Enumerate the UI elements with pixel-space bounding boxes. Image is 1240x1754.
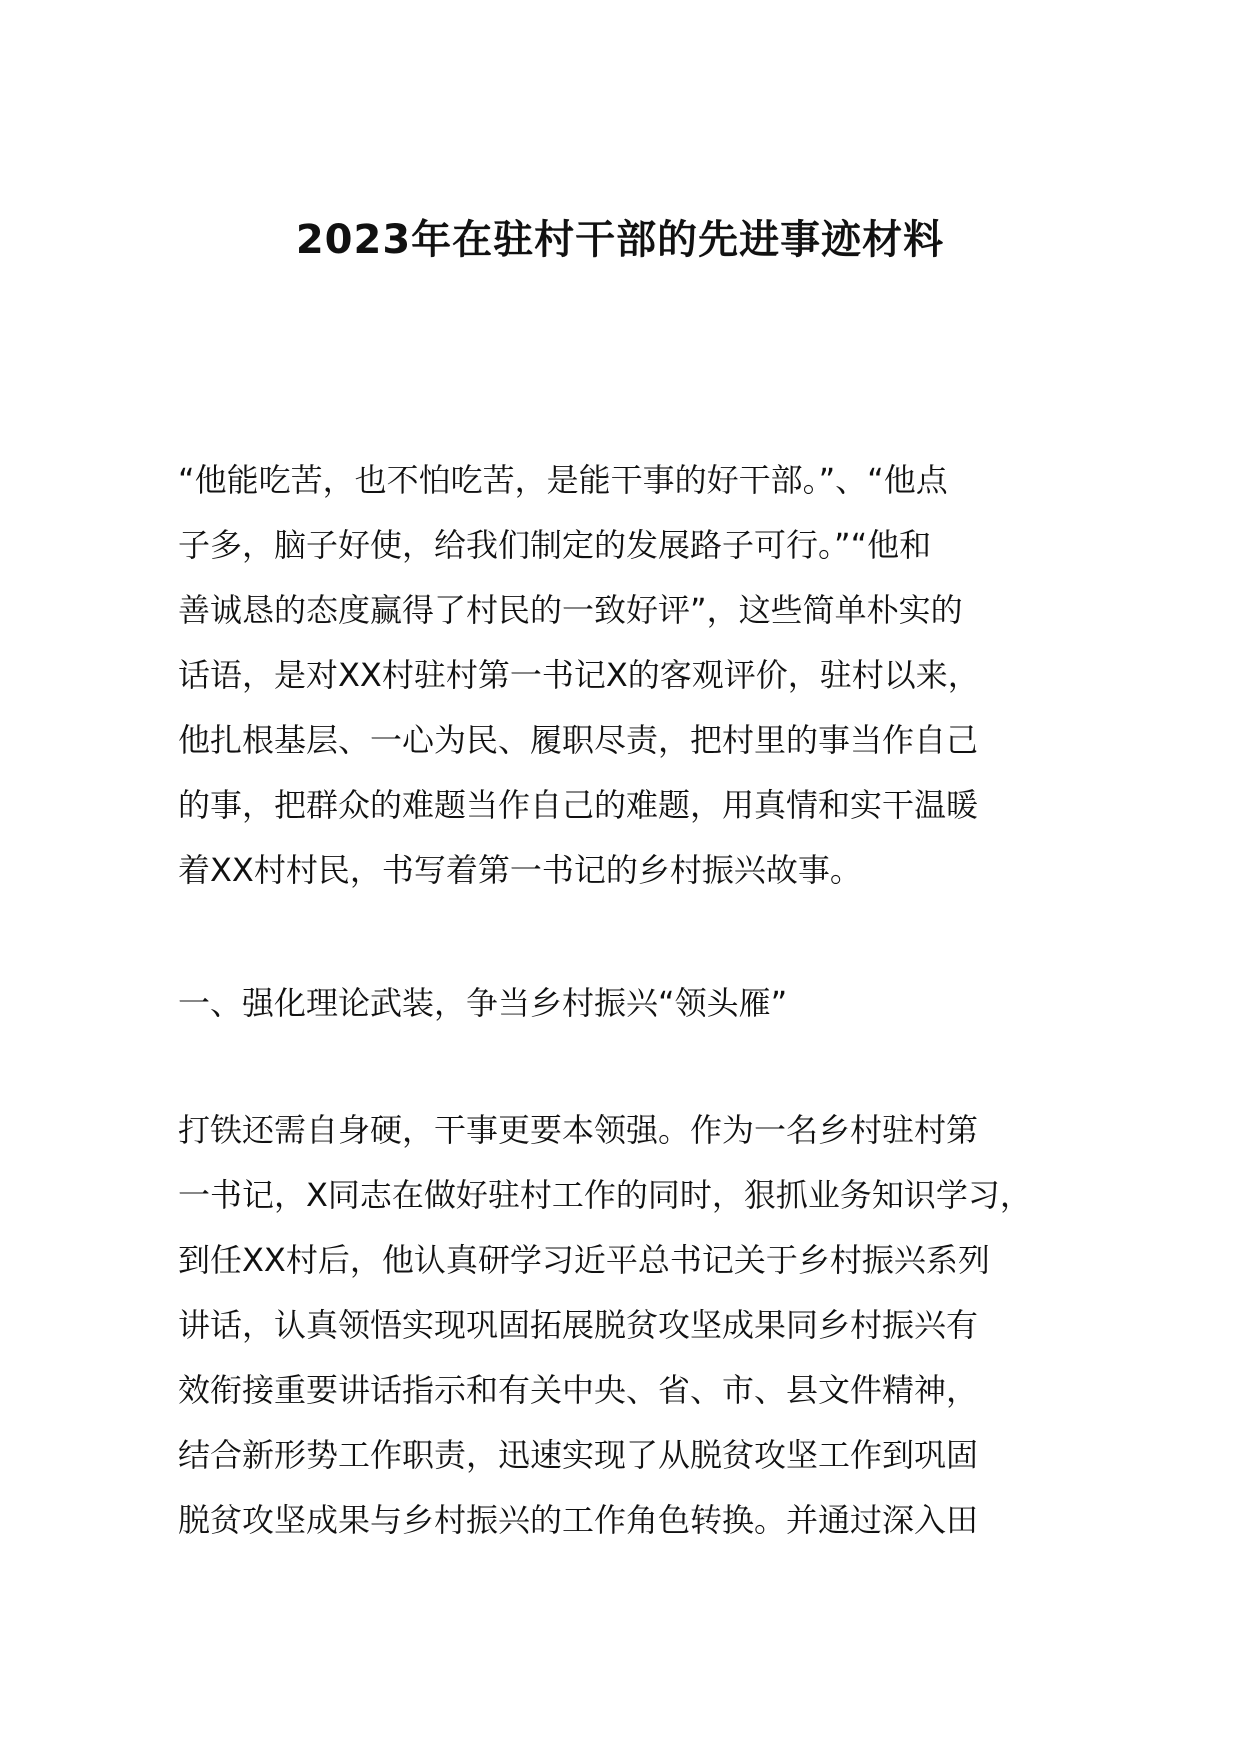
section-heading: 一、强化理论武装，争当乡村振兴“领头雁” bbox=[178, 984, 788, 1022]
text-line: 着XX村村民，书写着第一书记的乡村振兴故事。 bbox=[178, 851, 862, 889]
text-line: 话语，是对XX村驻村第一书记X的客观评价，驻村以来， bbox=[178, 656, 980, 694]
text-line: 善诚恳的态度赢得了村民的一致好评”，这些简单朴实的 bbox=[178, 591, 963, 629]
text-line: 脱贫攻坚成果与乡村振兴的工作角色转换。并通过深入田 bbox=[178, 1501, 979, 1539]
text-line: 一书记，X同志在做好驻村工作的同时，狠抓业务知识学习， bbox=[178, 1176, 1032, 1214]
text-line: 讲话，认真领悟实现巩固拓展脱贫攻坚成果同乡村振兴有 bbox=[178, 1306, 979, 1344]
text-line: 的事，把群众的难题当作自己的难题，用真情和实干温暖 bbox=[178, 786, 979, 824]
text-line: 结合新形势工作职责，迅速实现了从脱贫攻坚工作到巩固 bbox=[178, 1436, 979, 1474]
text-line: 到任XX村后，他认真研学习近平总书记关于乡村振兴系列 bbox=[178, 1241, 990, 1279]
text-line: 打铁还需自身硬，干事更要本领强。作为一名乡村驻村第 bbox=[178, 1111, 979, 1149]
text-line: 他扎根基层、一心为民、履职尽责，把村里的事当作自己 bbox=[178, 721, 979, 759]
text-line: 子多，脑子好使，给我们制定的发展路子可行。”“他和 bbox=[178, 526, 932, 564]
text-line: “他能吃苦，也不怕吃苦，是能干事的好干部。”、“他点 bbox=[178, 461, 948, 499]
text-line: 效衔接重要讲话指示和有关中央、省、市、县文件精神， bbox=[178, 1371, 979, 1409]
document-title: 2023年在驻村干部的先进事迹材料 bbox=[295, 217, 945, 263]
